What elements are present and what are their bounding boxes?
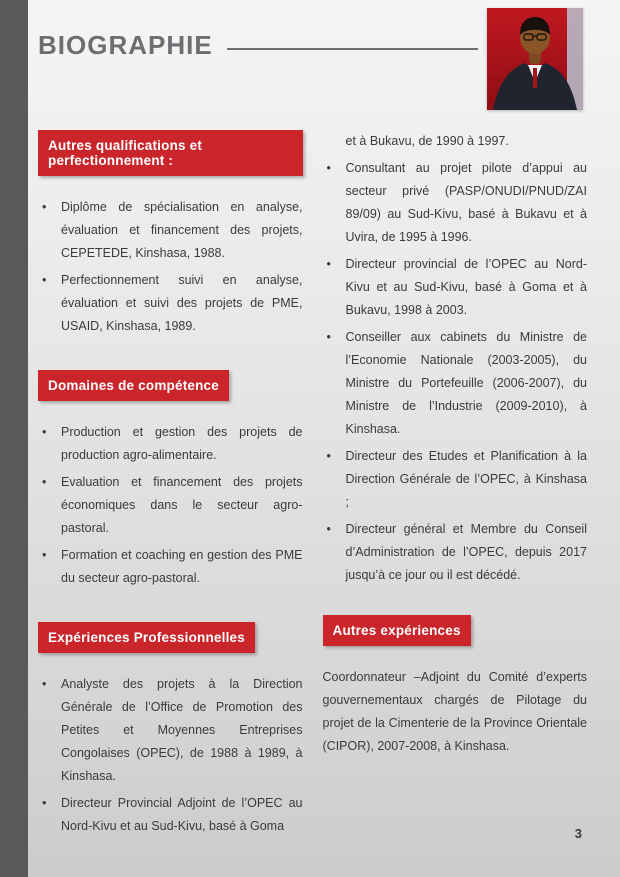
continuation-text: et à Bukavu, de 1990 à 1997.	[345, 134, 509, 148]
portrait-photo	[487, 8, 583, 110]
left-accent-bar	[0, 0, 28, 877]
list-item: • Evaluation et financement des projets économiques dans le secteur agro-pastoral.	[42, 471, 303, 540]
experiences-list	[42, 673, 303, 838]
qualifications-list	[42, 196, 303, 338]
left-column	[38, 130, 303, 854]
list-item: • Diplôme de spécialisation en analyse, évaluation et financement des projets, CEPETEDE, Kinshasa, 1988.	[42, 196, 303, 265]
page-header	[38, 30, 478, 61]
portrait-illustration	[487, 8, 583, 110]
page-number: 3	[574, 826, 582, 841]
list-item: • Consultant au projet pilote d’appui au secteur privé (PASP/ONUDI/PNUD/ZAI 89/09) au Sud-Kivu, basé à Bukavu et à Uvira, de 1995 à 1996.	[327, 157, 588, 249]
list-item: • Formation et coaching en gestion des PME du secteur agro-pastoral.	[42, 544, 303, 590]
list-item: • Analyste des projets à la Direction Générale de l’Office de Promotion des Petites et Moyennes Entreprises Congolaises (OPEC), de 1988 à 1989, à Kinshasa.	[42, 673, 303, 788]
section-experiences-professionnelles	[38, 606, 303, 838]
list-item: • Production et gestion des projets de production agro-alimentaire.	[42, 421, 303, 467]
list-item: • Directeur Provincial Adjoint de l’OPEC au Nord-Kivu et au Sud-Kivu, basé à Goma	[42, 792, 303, 838]
title-rule	[227, 48, 478, 50]
content-columns	[38, 130, 587, 854]
experiences-list-continued	[327, 130, 588, 587]
list-item: • Directeur général et Membre du Conseil d’Administration de l’OPEC, depuis 2017 jusqu’à ce jour ou il est décédé.	[327, 518, 588, 587]
section-autres-experiences	[323, 603, 588, 758]
competences-list	[42, 421, 303, 590]
list-item: • Directeur des Etudes et Planification à la Direction Générale de l’OPEC, à Kinshasa ;	[327, 445, 588, 514]
list-item: • Conseiller aux cabinets du Ministre de l’Economie Nationale (2003-2005), du Ministre du Portefeuille (2006-2007), du Ministre de l’Industrie (2009-2010), à Kinshasa.	[327, 326, 588, 441]
list-item: • Directeur provincial de l’OPEC au Nord-Kivu et au Sud-Kivu, basé à Goma et à Bukavu, 1998 à 2003.	[327, 253, 588, 322]
autres-experiences-paragraph: Coordonnateur –Adjoint du Comité d’experts gouvernementaux chargés de Pilotage du projet de la Cimenterie de la Province Orientale (CIPOR), 2007-2008, à Kinshasa.	[322, 670, 587, 753]
section-qualifications	[38, 130, 303, 338]
list-item: • Perfectionnement suivi en analyse, évaluation et suivi des projets de PME, USAID, Kinshasa, 1989.	[42, 269, 303, 338]
section-heading-competences: Domaines de compétence	[38, 370, 229, 401]
section-heading-qualifications: Autres qualifications et perfectionnement :	[38, 130, 303, 176]
section-competences	[38, 354, 303, 590]
page-title: BIOGRAPHIE	[38, 30, 213, 60]
right-column	[323, 130, 588, 854]
section-heading-experiences: Expériences Professionnelles	[38, 622, 255, 653]
section-heading-autres-experiences: Autres expériences	[323, 615, 471, 646]
